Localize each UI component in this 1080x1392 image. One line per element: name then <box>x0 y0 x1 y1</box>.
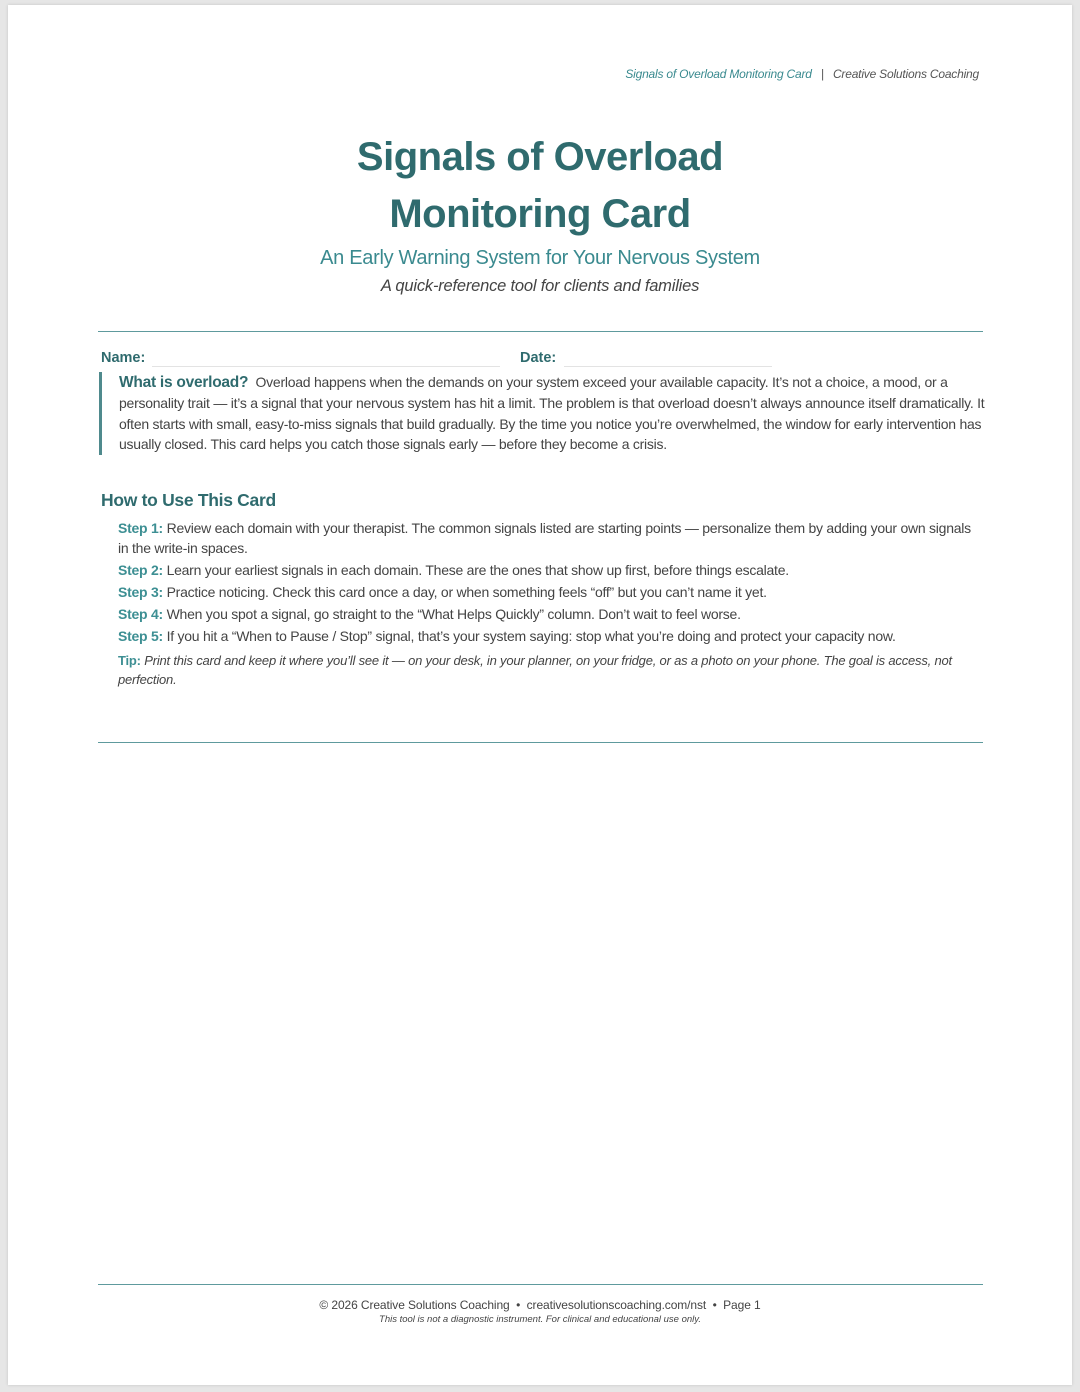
step-item <box>118 582 980 602</box>
step-text: If you hit a “When to Pause / Stop” signal, that’s your system saying: stop what you’re doing and protect your capacity now. <box>166 628 896 644</box>
divider-footer <box>98 1284 983 1285</box>
footer-disclaimer: This tool is not a diagnostic instrument. For clinical and educational use only. <box>379 1314 701 1325</box>
divider-top <box>98 331 983 332</box>
date-label: Date: <box>520 350 557 366</box>
tip-text: Print this card and keep it where you’ll see it — on your desk, in your planner, on your fridge, or as a photo on your phone. The goal is access, not perfection. <box>118 653 952 687</box>
step-item <box>118 604 980 624</box>
step-label: Step 3: <box>118 584 163 600</box>
step-text: Practice noticing. Check this card once a day, or when something feels “off” but you can’t name it yet. <box>166 584 767 600</box>
callout-heading: What is overload? <box>119 374 249 391</box>
step-item <box>118 560 980 580</box>
step-label: Step 5: <box>118 628 163 644</box>
footer-line: © 2026 Creative Solutions Coaching • creativesolutionscoaching.com/nst • Page 1 <box>319 1298 761 1312</box>
overload-callout <box>99 372 999 455</box>
step-label: Step 2: <box>118 562 163 578</box>
title-line-1: Signals of Overload <box>356 135 724 179</box>
how-to-heading: How to Use This Card <box>101 490 276 510</box>
document-page <box>8 5 1072 1385</box>
step-label: Step 4: <box>118 606 163 622</box>
tip-label: Tip: <box>118 653 141 668</box>
subtitle: An Early Warning System for Your Nervous System <box>320 247 760 269</box>
divider-middle <box>98 742 983 743</box>
step-text: Learn your earliest signals in each domain. These are the ones that show up first, before things escalate. <box>166 562 789 578</box>
callout-body: Overload happens when the demands on your system exceed your available capacity. It’s not a choice, a mood, or a personality trait — it’s a signal that your nervous system has hit a limit. The problem is that overload doesn’t always announce itself dramatically. It often starts with small, easy-to-miss signals that build gradually. By the time you notice you’re overwhelmed, the window for early intervention has usually closed. This card helps you catch those signals early — before they become a crisis. <box>119 374 985 453</box>
step-text: Review each domain with your therapist. The common signals listed are starting points — personalize them by adding your own signals in the write-in spaces. <box>118 520 971 556</box>
running-title: Signals of Overload Monitoring Card <box>625 67 812 81</box>
header-separator: | <box>820 67 824 81</box>
page-title <box>8 129 1072 243</box>
header-organization: Creative Solutions Coaching <box>832 67 979 81</box>
steps-list <box>118 518 980 689</box>
name-label: Name: <box>101 350 146 366</box>
step-item <box>118 626 980 646</box>
running-header <box>625 67 979 81</box>
title-line-2: Monitoring Card <box>389 192 691 236</box>
tagline: A quick-reference tool for clients and families <box>380 277 700 295</box>
step-label: Step 1: <box>118 520 163 536</box>
name-field[interactable] <box>152 366 500 367</box>
step-text: When you spot a signal, go straight to the “What Helps Quickly” column. Don’t wait to feel worse. <box>166 606 741 622</box>
date-field[interactable] <box>564 366 772 367</box>
step-item <box>118 518 980 558</box>
tip <box>118 651 980 689</box>
